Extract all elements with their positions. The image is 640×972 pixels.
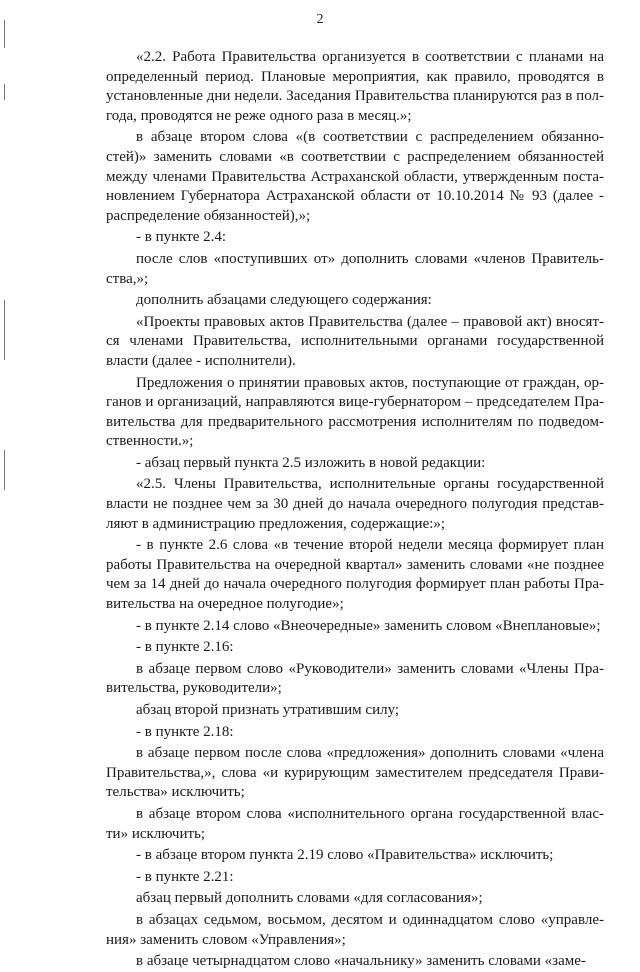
paragraph: в абзаце первом после слова «предложения» дополнить словами «члена Правительства,», слова «и курирующим заместителем председателя Прави-тельства» исключить; [106, 745, 604, 801]
page-number: 2 [316, 12, 324, 27]
paragraph: Предложения о принятии правовых актов, поступающие от граждан, ор-ганов и организаций, направляются вице-губернатором – председателем Пра-вительства для предварительного рассмотрения исполнителям по подведом-ственности.»; [106, 374, 604, 450]
paragraph: абзац второй признать утратившим силу; [136, 702, 400, 718]
paragraph: в абзаце втором слова «(в соответствии с распределением обязанно-стей)» заменить словами «в соответствии с распределением обязанностей между членами Правительства Астраханской области, утвержденным поста-новлением Губернатора Астраханской области от 10.10.2014 № 93 (далее - распределение обязанностей),»; [106, 129, 604, 224]
paragraph: в абзаце втором слова «исполнительного органа государственной влас-ти» исключить; [106, 805, 604, 842]
document-body [106, 48, 604, 972]
paragraph: в абзацах седьмом, восьмом, десятом и одиннадцатом слово «управле-ния» заменить словом «Управления»; [106, 911, 604, 948]
paragraph: после слов «поступивших от» дополнить словами «членов Правитель-ства,»; [106, 250, 604, 287]
paragraph: - в пункте 2.18: [136, 723, 234, 740]
paragraph: - в пункте 2.16: [136, 639, 234, 656]
paragraph: в абзаце четырнадцатом слово «начальнику» заменить словами «заме- [136, 953, 586, 970]
paragraph: дополнить абзацами следующего содержания: [136, 292, 432, 309]
paragraph: в абзаце первом слово «Руководители» заменить словами «Члены Пра-вительства, руководители»; [106, 660, 604, 697]
paragraph: - в пункте 2.21: [136, 868, 234, 885]
paragraph: - в абзаце втором пункта 2.19 слово «Правительства» исключить; [136, 847, 554, 864]
paragraph: - абзац первый пункта 2.5 изложить в новой редакции: [136, 454, 486, 471]
margin-mark [4, 84, 5, 100]
paragraph: - в пункте 2.4: [136, 229, 227, 246]
margin-mark [4, 300, 5, 360]
paragraph: «2.2. Работа Правительства организуется в соответствии с планами на определенный период. Плановые мероприятия, как правило, проводятся в установленные дни недели. Заседания Правительства планируются раз в пол-года, проводятся не реже одного раза в месяц.»; [106, 49, 604, 124]
margin-mark [4, 450, 5, 490]
paragraph: - в пункте 2.14 слово «Внеочередные» заменить словом «Внеплановые»; [136, 617, 601, 634]
paragraph: абзац первый дополнить словами «для согласования»; [136, 890, 483, 907]
paragraph: «2.5. Члены Правительства, исполнительные органы государственной власти не позднее чем за 30 дней до начала очередного полугодия представ-ляют в администрацию предложения, содержащие:»; [106, 476, 604, 532]
paragraph: - в пункте 2.6 слова «в течение второй недели месяца формирует план работы Правительства на очередной квартал» заменить словами «не позднее чем за 14 дней до начала очередного полугодия формирует план работы Пра-вительства на очередное полугодие»; [106, 537, 604, 613]
paragraph: «Проекты правовых актов Правительства (далее – правовой акт) вносят-ся членами Правительства, исполнительными органами государственной власти (далее - исполнители). [106, 313, 604, 369]
